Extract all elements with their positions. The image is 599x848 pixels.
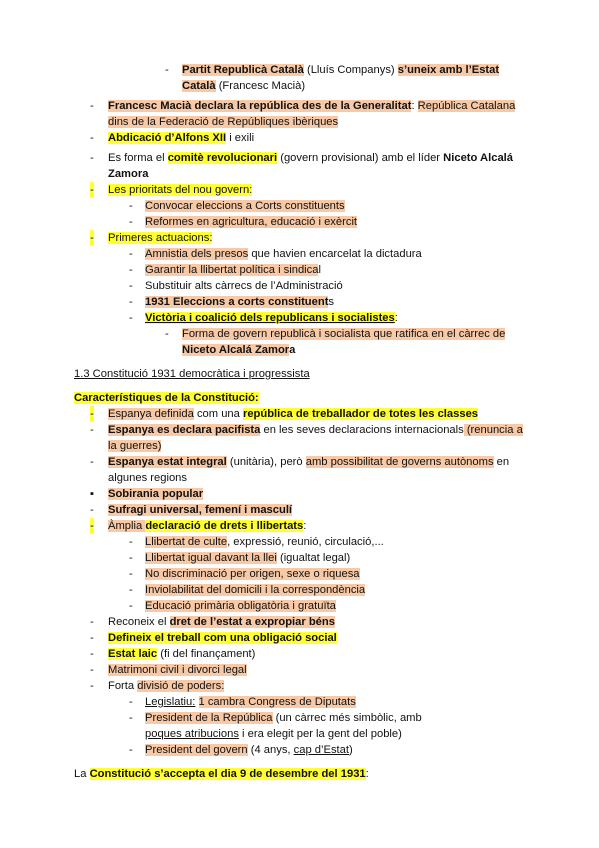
list-item — [0, 326, 599, 342]
text: : — [365, 768, 369, 780]
highlight-text: Forma de govern republicà i socialista que ratifica en el càrrec de — [182, 328, 506, 340]
list-item — [0, 406, 599, 422]
highlight-text: Sobirania popular — [108, 488, 204, 500]
highlight-text: comitè revolucionari — [167, 152, 278, 164]
dash-bullet: - — [165, 64, 169, 76]
highlight-text: Estat laic — [108, 648, 158, 660]
dash-bullet: - — [129, 296, 133, 308]
text: , expressió, reunió, circulació,... — [227, 536, 384, 548]
document-page — [0, 62, 599, 782]
list-item — [0, 646, 599, 662]
bold-text: Niceto Alcalá — [443, 152, 514, 164]
list-item — [0, 246, 599, 262]
text: : — [303, 520, 307, 532]
list-item — [0, 130, 599, 146]
list-item — [0, 454, 599, 470]
highlight-text: Inviolabilitat del domicili i la correspondència — [145, 584, 366, 596]
text: : — [411, 100, 418, 112]
text: (unitària), però — [226, 456, 306, 468]
list-item-continuation — [0, 166, 599, 182]
list-item — [0, 486, 599, 502]
section-heading — [0, 366, 599, 382]
highlight-text: President del govern — [145, 744, 248, 756]
highlight-text: declaració de drets i llibertats — [145, 520, 304, 532]
list-item — [0, 278, 599, 294]
text: com una — [193, 408, 243, 420]
dash-bullet: - — [129, 216, 133, 228]
list-item — [0, 262, 599, 278]
text: (fi del finançament) — [157, 648, 256, 660]
text: algunes regions — [108, 472, 187, 484]
underlined-text: Legislatiu: — [145, 696, 196, 708]
highlight-text: Constitució s’accepta el dia 9 de desembre del 1931 — [89, 768, 366, 780]
text: ) — [349, 744, 353, 756]
list-item — [0, 566, 599, 582]
highlight-text: la guerres) — [108, 440, 162, 452]
highlight-text: Les prioritats del nou govern: — [108, 184, 253, 196]
highlight-text: No discriminació per origen, sexe o riquesa — [145, 568, 360, 580]
highlight-text: dins de la Federació de Repúbliques ibèriques — [108, 116, 339, 128]
square-bullet: ▪ — [90, 488, 94, 500]
text: l — [318, 264, 321, 276]
highlight-text: dret de l’estat a expropiar béns — [169, 616, 335, 628]
list-item-continuation — [0, 726, 599, 742]
list-item-continuation — [0, 114, 599, 130]
dash-bullet: - — [129, 584, 133, 596]
text: Forta — [108, 680, 138, 692]
dash-bullet: - — [129, 712, 133, 724]
list-item — [0, 694, 599, 710]
highlight-text: Niceto Alcalá Zamor — [182, 344, 290, 356]
list-item — [0, 742, 599, 758]
dash-bullet: - — [129, 600, 133, 612]
highlight-text: Garantir la llibertat política i sindica — [145, 264, 319, 276]
closing-line — [0, 766, 599, 782]
list-item — [0, 502, 599, 518]
text: (Lluís Companys) — [303, 64, 398, 76]
dash-bullet: - — [90, 408, 94, 420]
dash-bullet: - — [90, 132, 94, 144]
text: (un càrrec més simbòlic, amb — [272, 712, 422, 724]
text: (Francesc Macià) — [215, 80, 306, 92]
highlight-text: Espanya es declara pacifista — [108, 424, 261, 436]
dash-bullet: - — [129, 248, 133, 260]
highlight-text: Espanya definida — [108, 408, 194, 420]
highlight-text: Victòria i coalició dels republicans i socialistes — [145, 312, 395, 324]
highlight-text: Llibertat de culte — [145, 536, 228, 548]
text: (igualtat legal) — [276, 552, 351, 564]
dash-bullet: - — [90, 520, 94, 532]
list-item — [0, 630, 599, 646]
text: Reconeix el — [108, 616, 170, 628]
highlight-text: Defineix el treball com una obligació social — [108, 632, 337, 644]
text: Substituir alts càrrecs de l’Administració — [145, 280, 343, 292]
dash-bullet: - — [129, 264, 133, 276]
dash-bullet: - — [129, 696, 133, 708]
list-item — [0, 678, 599, 694]
highlight-text: Francesc Macià declara la república des de la Generalitat — [108, 100, 412, 112]
dash-bullet: - — [129, 568, 133, 580]
dash-bullet: - — [90, 456, 94, 468]
highlight-text: President de la República — [145, 712, 273, 724]
highlight-text: Amnistia dels presos — [145, 248, 249, 260]
list-item — [0, 294, 599, 310]
list-item — [0, 662, 599, 678]
text: en les seves declaracions internacionals — [260, 424, 464, 436]
dash-bullet: - — [90, 680, 94, 692]
text: i era elegit per la gent del poble) — [238, 728, 402, 740]
dash-bullet: - — [129, 536, 133, 548]
dash-bullet: - — [90, 232, 94, 244]
dash-bullet: - — [90, 664, 94, 676]
highlight-text: divisió de poders: — [137, 680, 225, 692]
highlight-text: Sufragi universal, femení i masculí — [108, 504, 293, 516]
text: s — [328, 296, 335, 308]
dash-bullet: - — [90, 632, 94, 644]
list-item — [0, 582, 599, 598]
dash-bullet: - — [90, 424, 94, 436]
list-item-continuation — [0, 78, 599, 94]
highlight-text: Característiques de la Constitució: — [74, 392, 259, 404]
highlight-text: amb possibilitat de governs autònoms — [305, 456, 494, 468]
dash-bullet: - — [129, 744, 133, 756]
dash-bullet: - — [129, 552, 133, 564]
text: i exili — [226, 132, 255, 144]
list-item — [0, 230, 599, 246]
highlight-text: república de treballador de totes les classes — [242, 408, 479, 420]
list-item — [0, 518, 599, 534]
text: Es forma el — [108, 152, 168, 164]
dash-bullet: - — [165, 328, 169, 340]
highlight-text: Educació primària obligatòria i gratuïta — [145, 600, 336, 612]
text: en — [493, 456, 510, 468]
dash-bullet: - — [90, 100, 94, 112]
highlight-text: Llibertat igual davant la llei — [145, 552, 277, 564]
highlight-text: s’uneix amb l’Estat — [397, 64, 500, 76]
list-item — [0, 62, 599, 78]
dash-bullet: - — [90, 648, 94, 660]
bold-text: Zamora — [108, 168, 149, 180]
highlight-text: Català — [182, 80, 216, 92]
dash-bullet: - — [90, 184, 94, 196]
list-item — [0, 182, 599, 198]
dash-bullet: - — [90, 152, 94, 164]
dash-bullet: - — [90, 616, 94, 628]
list-item — [0, 550, 599, 566]
text: que havien encarcelat la dictadura — [248, 248, 422, 260]
list-item-continuation — [0, 470, 599, 486]
list-item — [0, 150, 599, 166]
highlight-text: Primeres actuacions: — [108, 232, 213, 244]
list-item-continuation — [0, 438, 599, 454]
list-item — [0, 710, 599, 726]
highlight-text: Convocar eleccions a Corts constituents — [145, 200, 345, 212]
highlight-text: Àmplia — [108, 520, 146, 532]
list-item — [0, 310, 599, 326]
list-item — [0, 598, 599, 614]
list-item — [0, 98, 599, 114]
dash-bullet: - — [129, 280, 133, 292]
dash-bullet: - — [129, 200, 133, 212]
text: (4 anys, — [247, 744, 294, 756]
list-item — [0, 614, 599, 630]
highlight-text: Abdicació d’Alfons XII — [108, 132, 227, 144]
highlight-text: Reformes en agricultura, educació i exèrcit — [145, 216, 358, 228]
text: (govern provisional) amb el líder — [277, 152, 444, 164]
highlight-text: 1 cambra Congress de Diputats — [198, 696, 356, 708]
highlight-text: (renuncia a — [463, 424, 523, 436]
list-item — [0, 214, 599, 230]
highlight-text: 1931 Eleccions a corts constituent — [145, 296, 329, 308]
highlight-text: Matrimoni civil i divorci legal — [108, 664, 247, 676]
dash-bullet: - — [129, 312, 133, 324]
underlined-text: cap d’Estat — [293, 744, 349, 756]
list-item-continuation — [0, 342, 599, 358]
dash-bullet: - — [90, 504, 94, 516]
underlined-text: poques atribucions — [145, 728, 239, 740]
list-item — [0, 534, 599, 550]
bold-text: a — [289, 344, 296, 356]
list-item — [0, 198, 599, 214]
highlight-text: Partit Republicà Català — [182, 64, 304, 76]
highlight-text: Espanya estat integral — [108, 456, 227, 468]
highlight-text: República Catalana — [417, 100, 516, 112]
text: : — [394, 312, 398, 324]
list-item — [0, 422, 599, 438]
section-title: 1.3 Constitució 1931 democràtica i progressista — [74, 368, 310, 380]
text: La — [74, 768, 90, 780]
subheading — [0, 390, 599, 406]
